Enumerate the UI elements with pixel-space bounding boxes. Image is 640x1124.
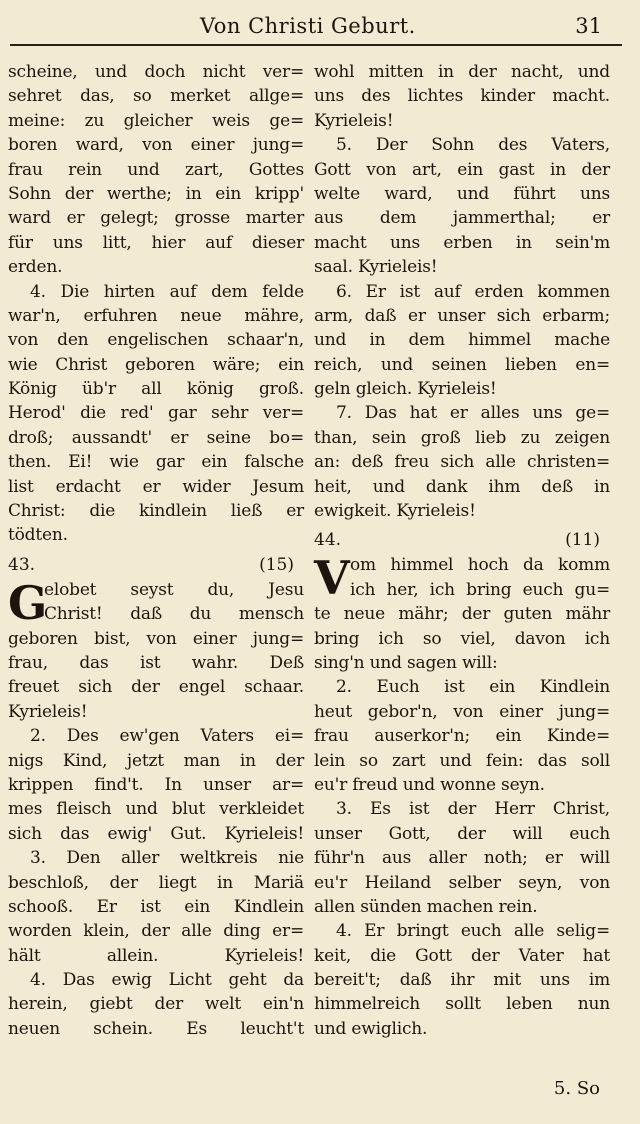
right-column [314, 60, 610, 1041]
page-number: 31 [575, 14, 602, 38]
text-line: ward er gelegt; grosse marter [8, 208, 304, 229]
text-line: krippen find't. In unser ar= [8, 774, 304, 795]
text-line: beschloß, der liegt in Mariä [8, 872, 304, 893]
text-line: 4. Er bringt euch alle selig= [336, 921, 610, 942]
text-line: König üb'r all könig groß. [8, 379, 304, 400]
text-line: Sohn der werthe; in ein kripp' [8, 183, 304, 204]
hymn-44-verse-3 [314, 797, 610, 919]
text-line: 3. Es ist der Herr Christ, [336, 799, 610, 820]
text-line: 6. Er ist auf erden kommen [336, 281, 610, 302]
melody-number: (15) [259, 554, 294, 575]
text-line: saal. Kyrieleis! [314, 257, 438, 278]
left-continuation [8, 60, 304, 280]
text-line: an: deß freu sich alle christen= [314, 452, 610, 473]
text-line: heit, und dank ihm deß in [314, 476, 610, 497]
text-line: 3. Den aller weltkreis nie [30, 848, 304, 869]
text-line: Christ! daß du mensch [44, 604, 304, 625]
text-line: boren ward, von einer jung= [8, 135, 304, 156]
text-line: sing'n und sagen will: [314, 652, 498, 673]
hymn-43-verse-4 [8, 968, 304, 1041]
text-line: wie Christ geboren wäre; ein [8, 354, 304, 375]
catchword: 5. So [553, 1078, 600, 1099]
text-line: 4. Das ewig Licht geht da [30, 970, 304, 991]
right-verse-5 [314, 133, 610, 279]
text-line: arm, daß er unser sich erbarm; [314, 305, 610, 326]
text-line: Kyrieleis! [314, 110, 394, 131]
left-column [8, 60, 304, 1041]
text-line: om himmel hoch da komm [350, 555, 610, 576]
text-line: 7. Das hat er alles uns ge= [336, 403, 610, 424]
text-line: keit, die Gott der Vater hat [314, 945, 610, 966]
text-line: scheine, und doch nicht ver= [8, 62, 304, 82]
text-line: heut gebor'n, von einer jung= [314, 701, 610, 722]
running-header [0, 0, 640, 46]
text-line: droß; aussandt' er seine bo= [8, 427, 304, 448]
text-line: elobet seyst du, Jesu [44, 579, 304, 600]
text-line: uns des lichtes kinder macht. [314, 86, 610, 107]
right-verse-7 [314, 401, 610, 523]
hymn-43-verse-3 [8, 846, 304, 968]
hymn-43-verse-2 [8, 724, 304, 846]
text-line: mes fleisch und blut verkleidet [8, 799, 304, 820]
hymn-44-verse-2 [314, 675, 610, 797]
left-verse-4 [8, 280, 304, 548]
text-line: und in dem himmel mache [314, 330, 610, 351]
right-verse-6 [314, 280, 610, 402]
text-line: allen sünden machen rein. [314, 896, 538, 917]
text-line: geln gleich. Kyrieleis! [314, 379, 497, 400]
text-line: wohl mitten in der nacht, und [314, 62, 610, 82]
text-line: sehret das, so merket allge= [8, 86, 304, 107]
text-line: ewigkeit. Kyrieleis! [314, 501, 476, 522]
text-line: erden. [8, 257, 63, 278]
text-line: bring ich so viel, davon ich [314, 628, 610, 649]
text-line: sich das ewig' Gut. Kyrieleis! [8, 823, 304, 844]
text-line: than, sein groß lieb zu zeigen [314, 427, 610, 448]
hymn-number: 44. [314, 530, 342, 551]
text-line: für uns litt, hier auf dieser [8, 232, 304, 253]
hymn-44-verse-4 [314, 919, 610, 1041]
melody-number: (11) [565, 530, 600, 551]
text-line: welte ward, und führt uns [314, 183, 610, 204]
drop-capital: G [8, 575, 48, 630]
text-line: tödten. [8, 525, 68, 546]
text-line: reich, und seinen lieben en= [314, 354, 610, 375]
text-line: hält allein. Kyrieleis! [8, 945, 304, 966]
text-line: Christ: die kindlein ließ er [8, 501, 304, 522]
text-line: frau rein und zart, Gottes [8, 159, 304, 180]
text-line: von den engelischen schaar'n, [8, 330, 304, 351]
text-line: frau auserkor'n; ein Kinde= [314, 726, 610, 747]
hymn-heading [314, 523, 610, 553]
text-line: und ewiglich. [314, 1018, 428, 1039]
text-line: führ'n aus aller noth; er will [314, 848, 610, 869]
text-line: te neue mähr; der guten mähr [314, 604, 610, 625]
drop-capital: V [314, 551, 350, 606]
right-continuation [314, 60, 610, 133]
text-line: 5. Der Sohn des Vaters, [336, 135, 610, 156]
text-line: 2. Des ew'gen Vaters ei= [30, 726, 304, 747]
text-line: aus dem jammerthal; er [314, 208, 610, 229]
text-line: freuet sich der engel schaar. [8, 677, 304, 698]
text-line: 4. Die hirten auf dem felde [30, 281, 304, 302]
text-line: bereit't; daß ihr mit uns im [314, 970, 610, 991]
hymn-number: 43. [8, 554, 36, 575]
text-line: worden klein, der alle ding er= [8, 921, 304, 942]
text-line: meine: zu gleicher weis ge= [8, 110, 304, 131]
hymn-44 [314, 523, 610, 1041]
text-line: then. Ei! wie gar ein falsche [8, 452, 304, 473]
text-line: herein, giebt der welt ein'n [8, 994, 304, 1015]
header-rule [10, 44, 622, 46]
text-line: geboren bist, von einer jung= [8, 628, 304, 649]
text-line: Herod' die red' gar sehr ver= [8, 403, 304, 424]
hymn-43-verse-1 [8, 575, 304, 724]
text-line: schooß. Er ist ein Kindlein [8, 896, 304, 917]
text-line: list erdacht er wider Jesum [8, 476, 304, 497]
text-line: neuen schein. Es leucht't [8, 1018, 304, 1039]
text-line: Kyrieleis! [8, 701, 88, 722]
text-line: macht uns erben in sein'm [314, 232, 610, 253]
text-line: himmelreich sollt leben nun [314, 994, 610, 1015]
text-line: frau, das ist wahr. Deß [8, 652, 304, 673]
text-line: lein so zart und fein: das soll [314, 750, 610, 771]
running-title: Von Christi Geburt. [200, 14, 416, 38]
text-line: Gott von art, ein gast in der [314, 159, 610, 180]
text-line: 2. Euch ist ein Kindlein [336, 677, 610, 698]
hymn-heading [8, 548, 304, 578]
hymn-43 [8, 548, 304, 1041]
hymn-44-verse-1 [314, 553, 610, 675]
text-line: eu'r freud und wonne seyn. [314, 774, 545, 795]
text-line: eu'r Heiland selber seyn, von [314, 872, 610, 893]
text-line: nigs Kind, jetzt man in der [8, 750, 304, 771]
text-line: war'n, erfuhren neue mähre, [8, 305, 304, 326]
text-line: unser Gott, der will euch [314, 823, 610, 844]
text-line: ich her, ich bring euch gu= [350, 579, 610, 600]
